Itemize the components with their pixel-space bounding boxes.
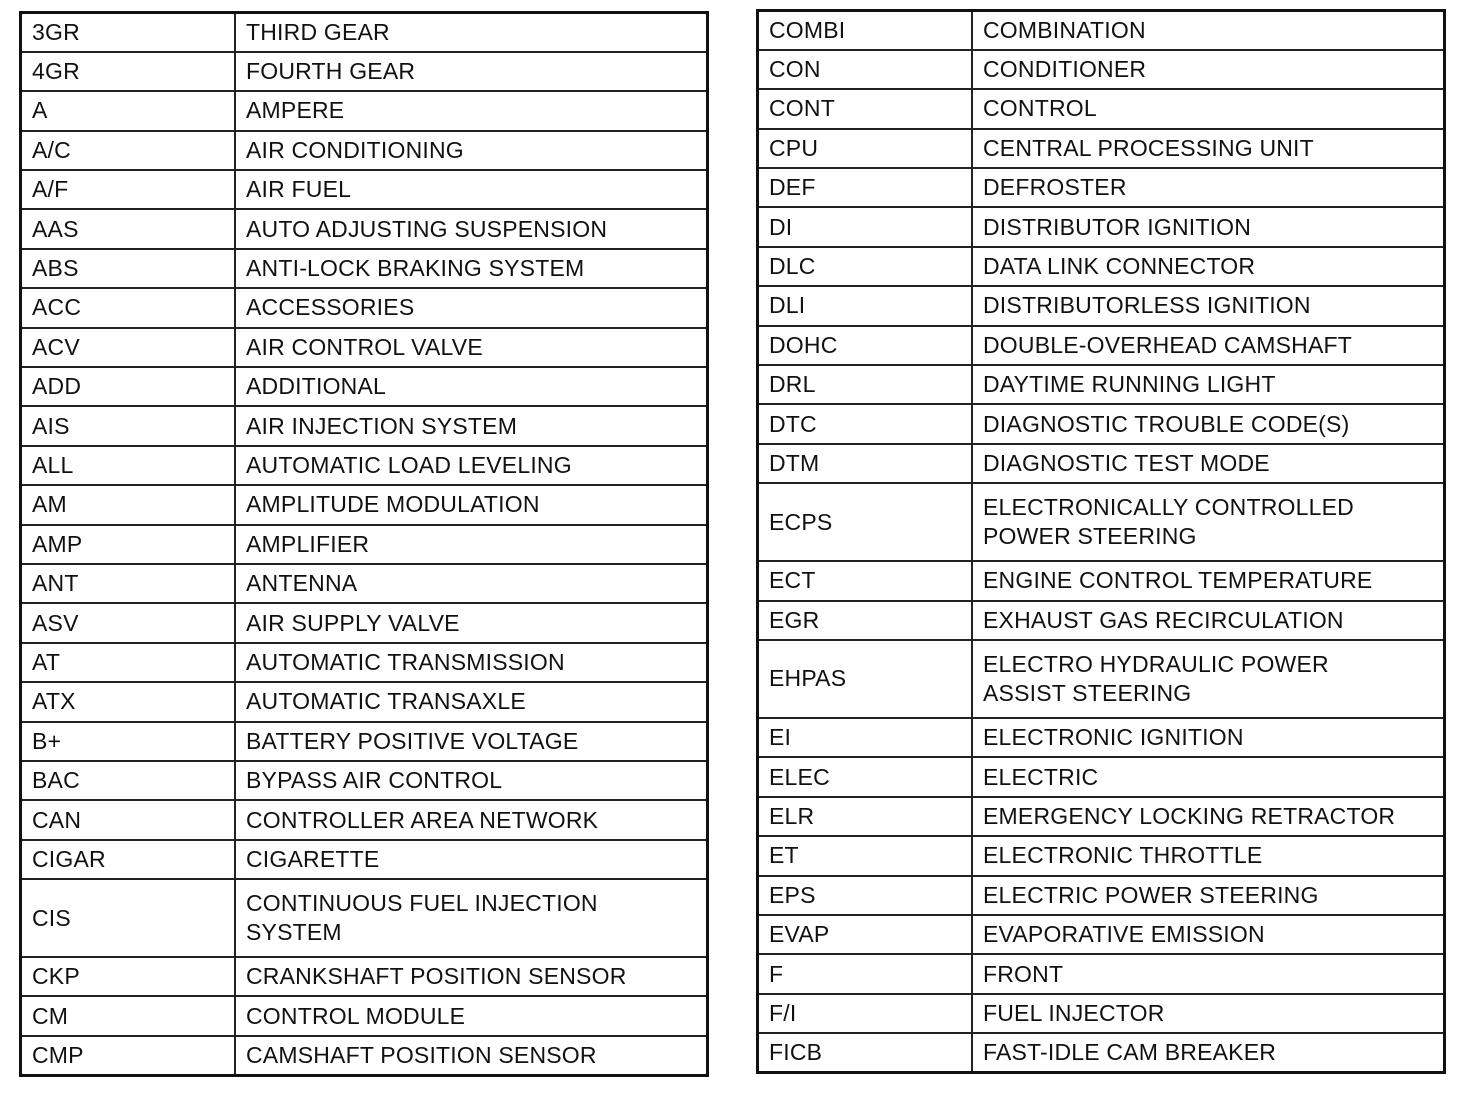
abbreviation-cell: ABS [21, 249, 236, 288]
abbreviation-cell: AT [21, 643, 236, 682]
definition-cell [235, 879, 708, 957]
abbreviation-cell: AAS [21, 209, 236, 248]
abbreviation-cell: BAC [21, 761, 236, 800]
table-row [758, 797, 1445, 836]
table-row [758, 326, 1445, 365]
table-row [21, 603, 708, 642]
definition-line: ASSIST STEERING [983, 679, 1192, 706]
abbreviation-cell: COMBI [758, 11, 973, 50]
abbreviation-table-body [21, 13, 708, 1076]
definition-cell: FUEL INJECTOR [972, 994, 1445, 1033]
abbreviation-cell: DRL [758, 365, 973, 404]
definition-cell: AIR SUPPLY VALVE [235, 603, 708, 642]
table-row [21, 367, 708, 406]
table-row [21, 13, 708, 52]
definition-cell: DISTRIBUTORLESS IGNITION [972, 286, 1445, 325]
table-row [758, 561, 1445, 600]
definition-cell: AIR INJECTION SYSTEM [235, 406, 708, 445]
table-row [758, 404, 1445, 443]
abbreviation-cell: DEF [758, 168, 973, 207]
definition-line: ELECTRO HYDRAULIC POWER [983, 650, 1329, 677]
table-row [21, 446, 708, 485]
definition-cell: AIR CONDITIONING [235, 131, 708, 170]
abbreviation-cell: ANT [21, 564, 236, 603]
abbreviation-cell: ELEC [758, 757, 973, 796]
table-row [21, 131, 708, 170]
table-row [758, 89, 1445, 128]
table-row [21, 996, 708, 1035]
table-row [21, 840, 708, 879]
definition-cell: EXHAUST GAS RECIRCULATION [972, 601, 1445, 640]
table-row [21, 957, 708, 996]
definition-cell: DOUBLE-OVERHEAD CAMSHAFT [972, 326, 1445, 365]
abbreviation-cell: B+ [21, 722, 236, 761]
abbreviation-cell: ELR [758, 797, 973, 836]
abbreviation-cell: A/F [21, 170, 236, 209]
table-row [758, 994, 1445, 1033]
definition-cell: DIAGNOSTIC TEST MODE [972, 444, 1445, 483]
definition-cell: COMBINATION [972, 11, 1445, 50]
abbreviation-cell: CMP [21, 1036, 236, 1075]
definition-cell: AMPERE [235, 91, 708, 130]
abbreviation-cell: ACV [21, 328, 236, 367]
table-row [21, 406, 708, 445]
abbreviation-cell: ECPS [758, 483, 973, 561]
definition-cell: ACCESSORIES [235, 288, 708, 327]
definition-cell: ELECTRIC [972, 757, 1445, 796]
abbreviation-cell: ASV [21, 603, 236, 642]
table-row [758, 601, 1445, 640]
abbreviation-cell: EGR [758, 601, 973, 640]
abbreviation-cell: EHPAS [758, 640, 973, 718]
table-row [21, 91, 708, 130]
definition-cell: DIAGNOSTIC TROUBLE CODE(S) [972, 404, 1445, 443]
definition-cell: CONDITIONER [972, 50, 1445, 89]
table-row [758, 483, 1445, 561]
definition-cell: ADDITIONAL [235, 367, 708, 406]
table-row [758, 247, 1445, 286]
definition-cell: ENGINE CONTROL TEMPERATURE [972, 561, 1445, 600]
table-row [758, 11, 1445, 50]
definition-line: ELECTRONICALLY CONTROLLED [983, 494, 1354, 521]
abbreviation-cell: ECT [758, 561, 973, 600]
table-row [758, 718, 1445, 757]
abbreviation-cell: EVAP [758, 915, 973, 954]
table-row [21, 879, 708, 957]
definition-cell: AUTOMATIC TRANSMISSION [235, 643, 708, 682]
table-row [758, 954, 1445, 993]
definition-cell: CIGARETTE [235, 840, 708, 879]
table-row [758, 286, 1445, 325]
abbreviation-cell: CONT [758, 89, 973, 128]
abbreviation-cell: DOHC [758, 326, 973, 365]
definition-cell: ELECTRONIC IGNITION [972, 718, 1445, 757]
abbreviation-cell: AMP [21, 525, 236, 564]
abbreviation-cell: EPS [758, 876, 973, 915]
definition-cell: FRONT [972, 954, 1445, 993]
table-row [21, 485, 708, 524]
abbreviation-cell: 3GR [21, 13, 236, 52]
definition-cell: AUTOMATIC LOAD LEVELING [235, 446, 708, 485]
definition-cell: AMPLITUDE MODULATION [235, 485, 708, 524]
abbreviation-cell: CAN [21, 800, 236, 839]
table-row [21, 1036, 708, 1075]
definition-cell: FOURTH GEAR [235, 52, 708, 91]
table-row [21, 682, 708, 721]
definition-cell: AMPLIFIER [235, 525, 708, 564]
definition-cell: CONTROL [972, 89, 1445, 128]
definition-cell: CENTRAL PROCESSING UNIT [972, 129, 1445, 168]
definition-cell: EMERGENCY LOCKING RETRACTOR [972, 797, 1445, 836]
table-row [758, 1033, 1445, 1072]
table-row [758, 444, 1445, 483]
abbreviation-cell: CON [758, 50, 973, 89]
definition-cell: BATTERY POSITIVE VOLTAGE [235, 722, 708, 761]
abbreviation-cell: CPU [758, 129, 973, 168]
abbreviation-table-body [758, 11, 1445, 1073]
abbreviation-cell: ET [758, 836, 973, 875]
definition-line: CONTINUOUS FUEL INJECTION [246, 890, 598, 917]
abbreviation-cell: ACC [21, 288, 236, 327]
definition-cell: DEFROSTER [972, 168, 1445, 207]
table-row [758, 365, 1445, 404]
table-row [21, 249, 708, 288]
table-row [21, 761, 708, 800]
definition-cell: AIR FUEL [235, 170, 708, 209]
abbreviation-cell: FICB [758, 1033, 973, 1072]
definition-cell: ANTENNA [235, 564, 708, 603]
table-row [21, 288, 708, 327]
abbreviation-table-left [19, 11, 709, 1077]
abbreviation-cell: F [758, 954, 973, 993]
table-row [21, 328, 708, 367]
table-row [21, 170, 708, 209]
abbreviation-cell: AIS [21, 406, 236, 445]
definition-cell [972, 640, 1445, 718]
abbreviation-cell: DI [758, 207, 973, 246]
table-row [758, 640, 1445, 718]
abbreviation-cell: CIS [21, 879, 236, 957]
table-row [758, 168, 1445, 207]
abbreviation-cell: ADD [21, 367, 236, 406]
table-row [758, 207, 1445, 246]
definition-cell: AIR CONTROL VALVE [235, 328, 708, 367]
definition-cell: CAMSHAFT POSITION SENSOR [235, 1036, 708, 1075]
abbreviation-cell: 4GR [21, 52, 236, 91]
definition-cell: CRANKSHAFT POSITION SENSOR [235, 957, 708, 996]
table-row [21, 643, 708, 682]
definition-cell: EVAPORATIVE EMISSION [972, 915, 1445, 954]
abbreviation-cell: A [21, 91, 236, 130]
table-row [21, 564, 708, 603]
table-row [758, 50, 1445, 89]
abbreviation-cell: DLC [758, 247, 973, 286]
table-row [21, 525, 708, 564]
definition-cell: FAST-IDLE CAM BREAKER [972, 1033, 1445, 1072]
abbreviation-cell: EI [758, 718, 973, 757]
abbreviation-cell: CM [21, 996, 236, 1035]
abbreviation-cell: CKP [21, 957, 236, 996]
abbreviation-cell: DTC [758, 404, 973, 443]
definition-cell: DAYTIME RUNNING LIGHT [972, 365, 1445, 404]
definition-cell [972, 483, 1445, 561]
abbreviation-cell: AM [21, 485, 236, 524]
abbreviation-cell: ALL [21, 446, 236, 485]
definition-cell: THIRD GEAR [235, 13, 708, 52]
table-row [758, 876, 1445, 915]
definition-cell: CONTROL MODULE [235, 996, 708, 1035]
definition-cell: ANTI-LOCK BRAKING SYSTEM [235, 249, 708, 288]
abbreviation-table-right [756, 9, 1446, 1074]
table-row [758, 836, 1445, 875]
abbreviation-cell: F/I [758, 994, 973, 1033]
abbreviation-cell: A/C [21, 131, 236, 170]
definition-cell: AUTOMATIC TRANSAXLE [235, 682, 708, 721]
abbreviation-cell: ATX [21, 682, 236, 721]
abbreviation-cell: DLI [758, 286, 973, 325]
table-row [758, 915, 1445, 954]
abbreviation-cell: CIGAR [21, 840, 236, 879]
definition-cell: DISTRIBUTOR IGNITION [972, 207, 1445, 246]
table-row [21, 722, 708, 761]
definition-cell: ELECTRONIC THROTTLE [972, 836, 1445, 875]
definition-line: SYSTEM [246, 919, 342, 946]
definition-cell: AUTO ADJUSTING SUSPENSION [235, 209, 708, 248]
definition-cell: ELECTRIC POWER STEERING [972, 876, 1445, 915]
table-row [758, 129, 1445, 168]
table-row [21, 800, 708, 839]
table-row [21, 209, 708, 248]
definition-cell: CONTROLLER AREA NETWORK [235, 800, 708, 839]
definition-line: POWER STEERING [983, 523, 1197, 550]
table-row [21, 52, 708, 91]
definition-cell: DATA LINK CONNECTOR [972, 247, 1445, 286]
abbreviation-cell: DTM [758, 444, 973, 483]
definition-cell: BYPASS AIR CONTROL [235, 761, 708, 800]
table-row [758, 757, 1445, 796]
